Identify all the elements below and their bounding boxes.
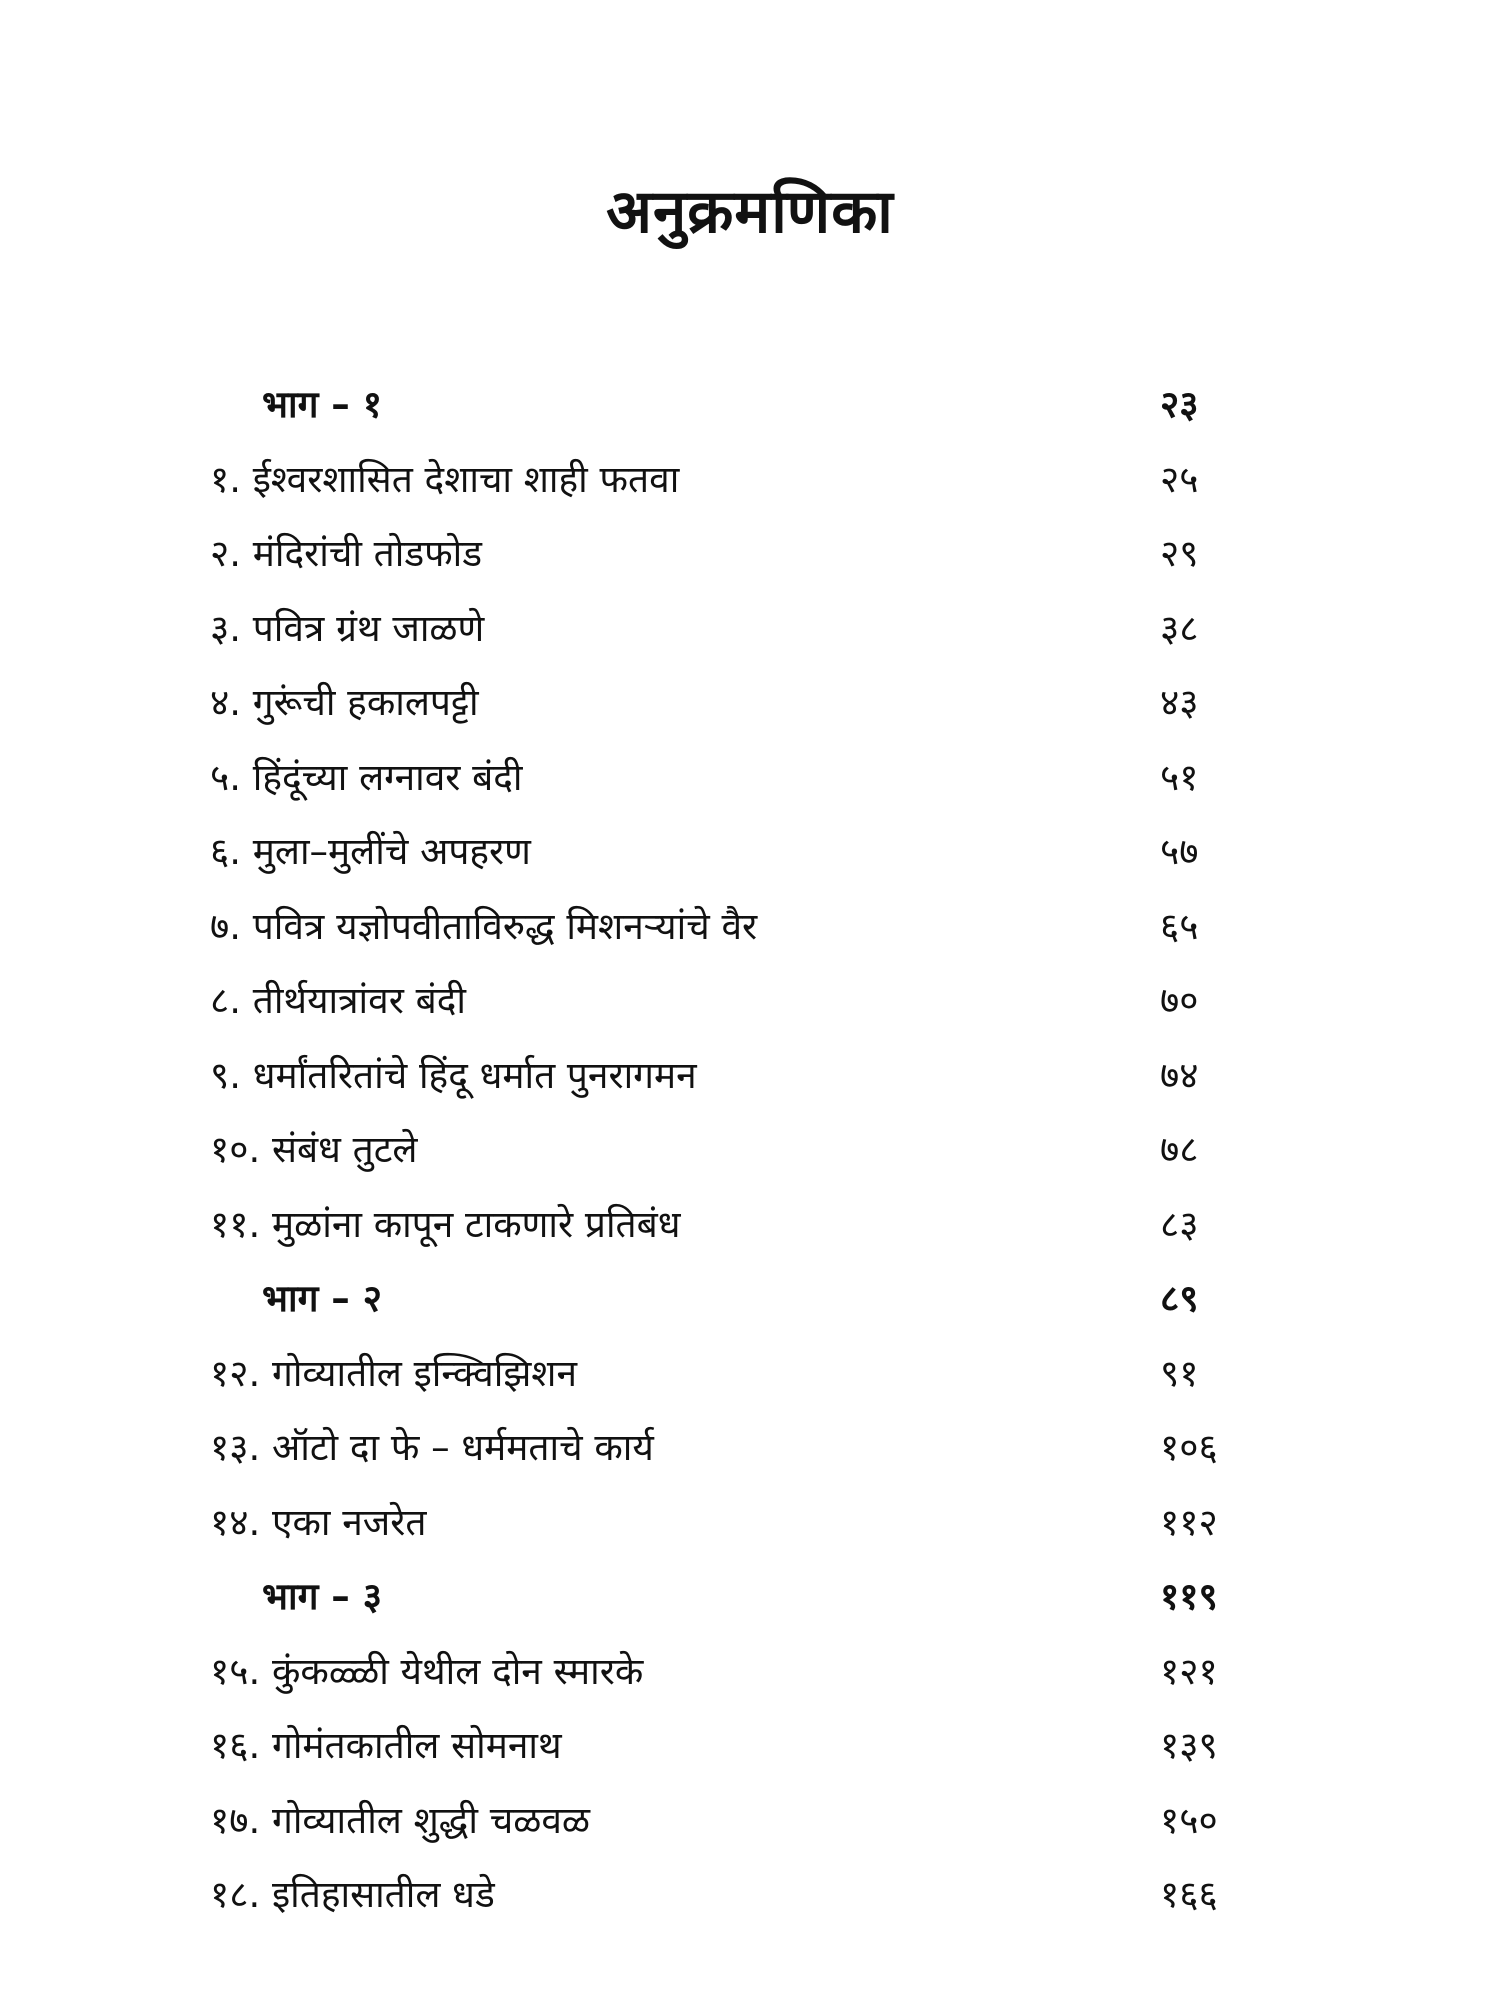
toc-entry — [210, 964, 1250, 1039]
toc-page-number: २५ — [1160, 457, 1199, 501]
toc-part-heading — [210, 368, 1250, 443]
toc-page-number: ११९ — [1160, 1575, 1218, 1618]
toc-entry — [210, 1858, 1250, 1933]
toc-label: १४. एका नजरेत — [210, 1500, 427, 1544]
toc-label: १८. इतिहासातील धडे — [210, 1873, 495, 1916]
toc-entry — [210, 741, 1250, 816]
toc-label: १७. गोव्यातील शुद्धी चळवळ — [210, 1798, 591, 1842]
toc-label: १. ईश्वरशासित देशाचा शाही फतवा — [210, 457, 680, 501]
toc-page-number: ३८ — [1160, 606, 1199, 650]
toc-label: ४. गुरूंची हकालपट्टी — [210, 681, 479, 724]
toc-entry — [210, 666, 1250, 741]
toc-page-number: १६६ — [1160, 1873, 1218, 1916]
toc-entry — [210, 815, 1250, 890]
page-title: अनुक्रमणिका — [606, 177, 894, 247]
toc-page-number: ८९ — [1160, 1277, 1199, 1320]
toc-entry — [210, 890, 1250, 965]
toc-label: भाग – २ — [262, 1277, 382, 1320]
toc-label: ११. मुळांना कापून टाकणारे प्रतिबंध — [210, 1202, 681, 1246]
toc-page-number: १३९ — [1160, 1724, 1218, 1767]
toc-label: ६. मुला–मुलींचे अपहरण — [210, 830, 531, 873]
toc-page-number: ५७ — [1160, 830, 1199, 873]
toc-page-number: ७८ — [1160, 1128, 1199, 1171]
toc-label: ३. पवित्र ग्रंथ जाळणे — [210, 606, 485, 650]
toc-label: १२. गोव्यातील इन्क्विझिशन — [210, 1351, 577, 1395]
toc-page-number: ११२ — [1160, 1500, 1218, 1544]
toc-label: भाग – ३ — [262, 1575, 382, 1618]
toc-part-heading — [210, 1262, 1250, 1337]
toc-page-number: ५१ — [1160, 755, 1199, 799]
toc-page-number: ७० — [1160, 979, 1199, 1022]
toc-label: ८. तीर्थयात्रांवर बंदी — [210, 979, 466, 1022]
toc-label: १३. ऑटो दा फे – धर्ममताचे कार्य — [210, 1426, 654, 1469]
toc-entry — [210, 1113, 1250, 1188]
toc-entry — [210, 592, 1250, 667]
toc-entry — [210, 1709, 1250, 1784]
toc-label: भाग – १ — [262, 383, 382, 426]
toc-page-number: ४३ — [1160, 681, 1199, 724]
table-of-contents — [210, 368, 1250, 1933]
toc-page-number: १५० — [1160, 1798, 1218, 1842]
toc-page-number: २३ — [1160, 383, 1199, 426]
toc-entry — [210, 1039, 1250, 1114]
toc-entry — [210, 443, 1250, 518]
toc-label: १६. गोमंतकातील सोमनाथ — [210, 1724, 562, 1767]
toc-page-number: १०६ — [1160, 1426, 1218, 1469]
toc-label: १०. संबंध तुटले — [210, 1128, 418, 1171]
toc-page-number: १२१ — [1160, 1649, 1218, 1693]
toc-entry — [210, 1337, 1250, 1412]
toc-label: १५. कुंकळ्ळी येथील दोन स्मारके — [210, 1649, 644, 1693]
toc-entry — [210, 1188, 1250, 1263]
toc-label: ७. पवित्र यज्ञोपवीताविरुद्ध मिशनऱ्यांचे वैर — [210, 904, 758, 948]
toc-entry — [210, 1635, 1250, 1710]
toc-label: ९. धर्मांतरितांचे हिंदू धर्मात पुनरागमन — [210, 1053, 697, 1097]
toc-part-heading — [210, 1560, 1250, 1635]
toc-page-number: २९ — [1160, 532, 1199, 575]
toc-entry — [210, 1784, 1250, 1859]
toc-page-number: ७४ — [1160, 1053, 1199, 1097]
toc-page-number: ६५ — [1160, 904, 1199, 948]
toc-label: २. मंदिरांची तोडफोड — [210, 532, 483, 575]
toc-label: ५. हिंदूंच्या लग्नावर बंदी — [210, 755, 523, 799]
toc-entry — [210, 517, 1250, 592]
toc-page-number: ८३ — [1160, 1202, 1199, 1246]
toc-page-number: ९१ — [1160, 1351, 1199, 1395]
toc-entry — [210, 1486, 1250, 1561]
toc-entry — [210, 1411, 1250, 1486]
